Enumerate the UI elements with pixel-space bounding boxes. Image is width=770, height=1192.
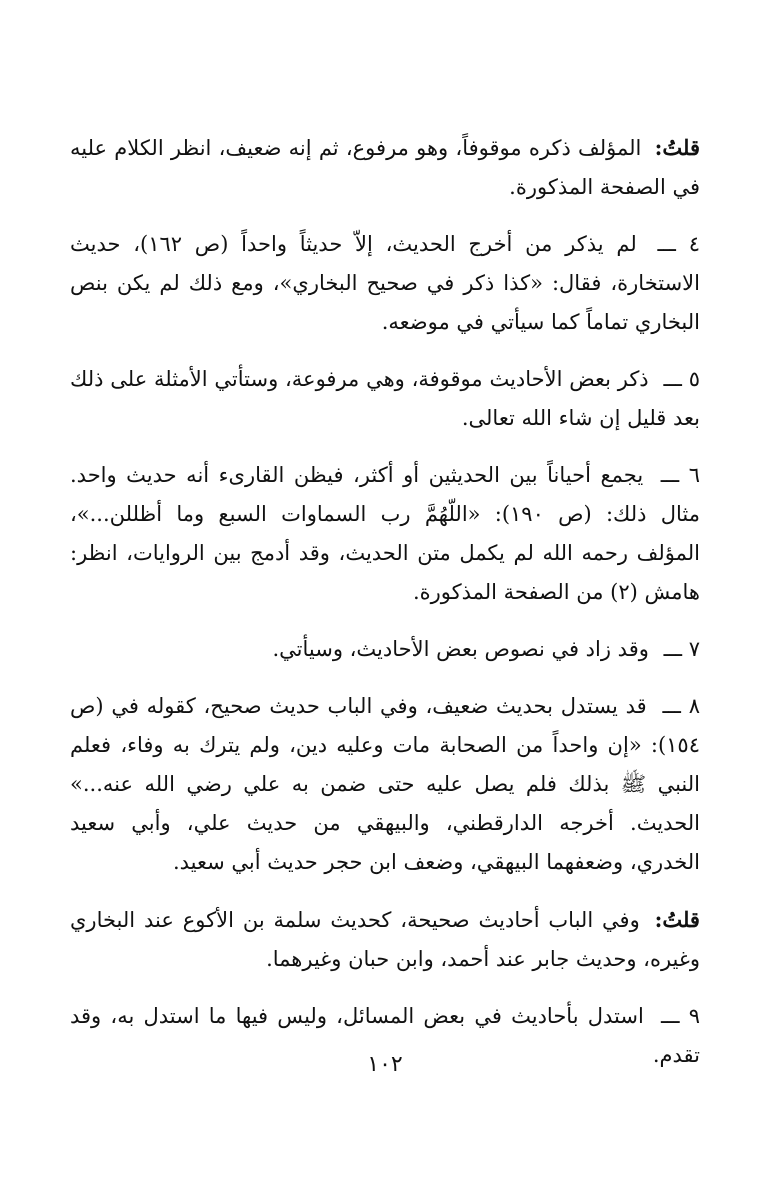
paragraph-3 — [70, 360, 700, 438]
paragraph-text: يجمع أحياناً بين الحديثين أو أكثر، فيظن القارىء أنه حديث واحد. مثال ذلك: (ص ١٩٠): «اللّهُمَّ رب السماوات السبع وما أظللن...»، المؤلف رحمه الله لم يكمل متن الحديث، وقد أدمج بين الروايات، انظر: هامش (٢) من الصفحة المذكورة. — [70, 463, 700, 604]
qult-label: قلتُ: — [654, 907, 700, 932]
paragraph-text: قد يستدل بحديث ضعيف، وفي الباب حديث صحيح، كقوله في (ص ١٥٤): «إن واحداً من الصحابة مات وعليه دين، ولم يترك به وفاء، فعلم النبي ﷺ بذلك فلم يصل عليه حتى ضمن به علي رضي الله عنه...» الحديث. أخرجه الدارقطني، والبيهقي من حديث علي، وأبي سعيد الخدري، وضعفهما البيهقي، وضعف ابن حجر حديث أبي سعيد. — [70, 694, 700, 874]
paragraph-5 — [70, 630, 700, 669]
item-number: ٥ ـــ — [663, 367, 700, 391]
item-number: ٨ ـــ — [662, 694, 700, 718]
paragraph-1 — [70, 128, 700, 207]
paragraph-2 — [70, 225, 700, 342]
qult-label: قلتُ: — [654, 135, 700, 160]
paragraph-6 — [70, 687, 700, 882]
paragraph-text: وفي الباب أحاديث صحيحة، كحديث سلمة بن الأكوع عند البخاري وغيره، وحديث جابر عند أحمد، وابن حبان وغيرهما. — [70, 908, 700, 971]
item-number: ٦ ـــ — [660, 463, 700, 487]
item-number: ٩ ـــ — [661, 1004, 700, 1028]
paragraph-7 — [70, 900, 700, 979]
paragraph-text: ذكر بعض الأحاديث موقوفة، وهي مرفوعة، وستأتي الأمثلة على ذلك بعد قليل إن شاء الله تعالى. — [70, 367, 700, 430]
paragraph-text: استدل بأحاديث في بعض المسائل، وليس فيها ما استدل به، وقد تقدم. — [70, 1004, 700, 1067]
paragraph-text: لم يذكر من أخرج الحديث، إلاّ حديثاً واحداً (ص ١٦٢)، حديث الاستخارة، فقال: «كذا ذكر في صحيح البخاري»، ومع ذلك لم يكن بنص البخاري تماماً كما سيأتي في موضعه. — [70, 232, 700, 334]
item-number: ٤ ـــ — [657, 232, 700, 256]
page-body — [70, 128, 700, 1093]
paragraph-text: وقد زاد في نصوص بعض الأحاديث، وسيأتي. — [272, 637, 649, 661]
item-number: ٧ ـــ — [663, 637, 700, 661]
paragraph-text: المؤلف ذكره موقوفاً، وهو مرفوع، ثم إنه ضعيف، انظر الكلام عليه في الصفحة المذكورة. — [70, 136, 700, 199]
page-number: ١٠٢ — [367, 1052, 403, 1077]
paragraph-4 — [70, 456, 700, 612]
